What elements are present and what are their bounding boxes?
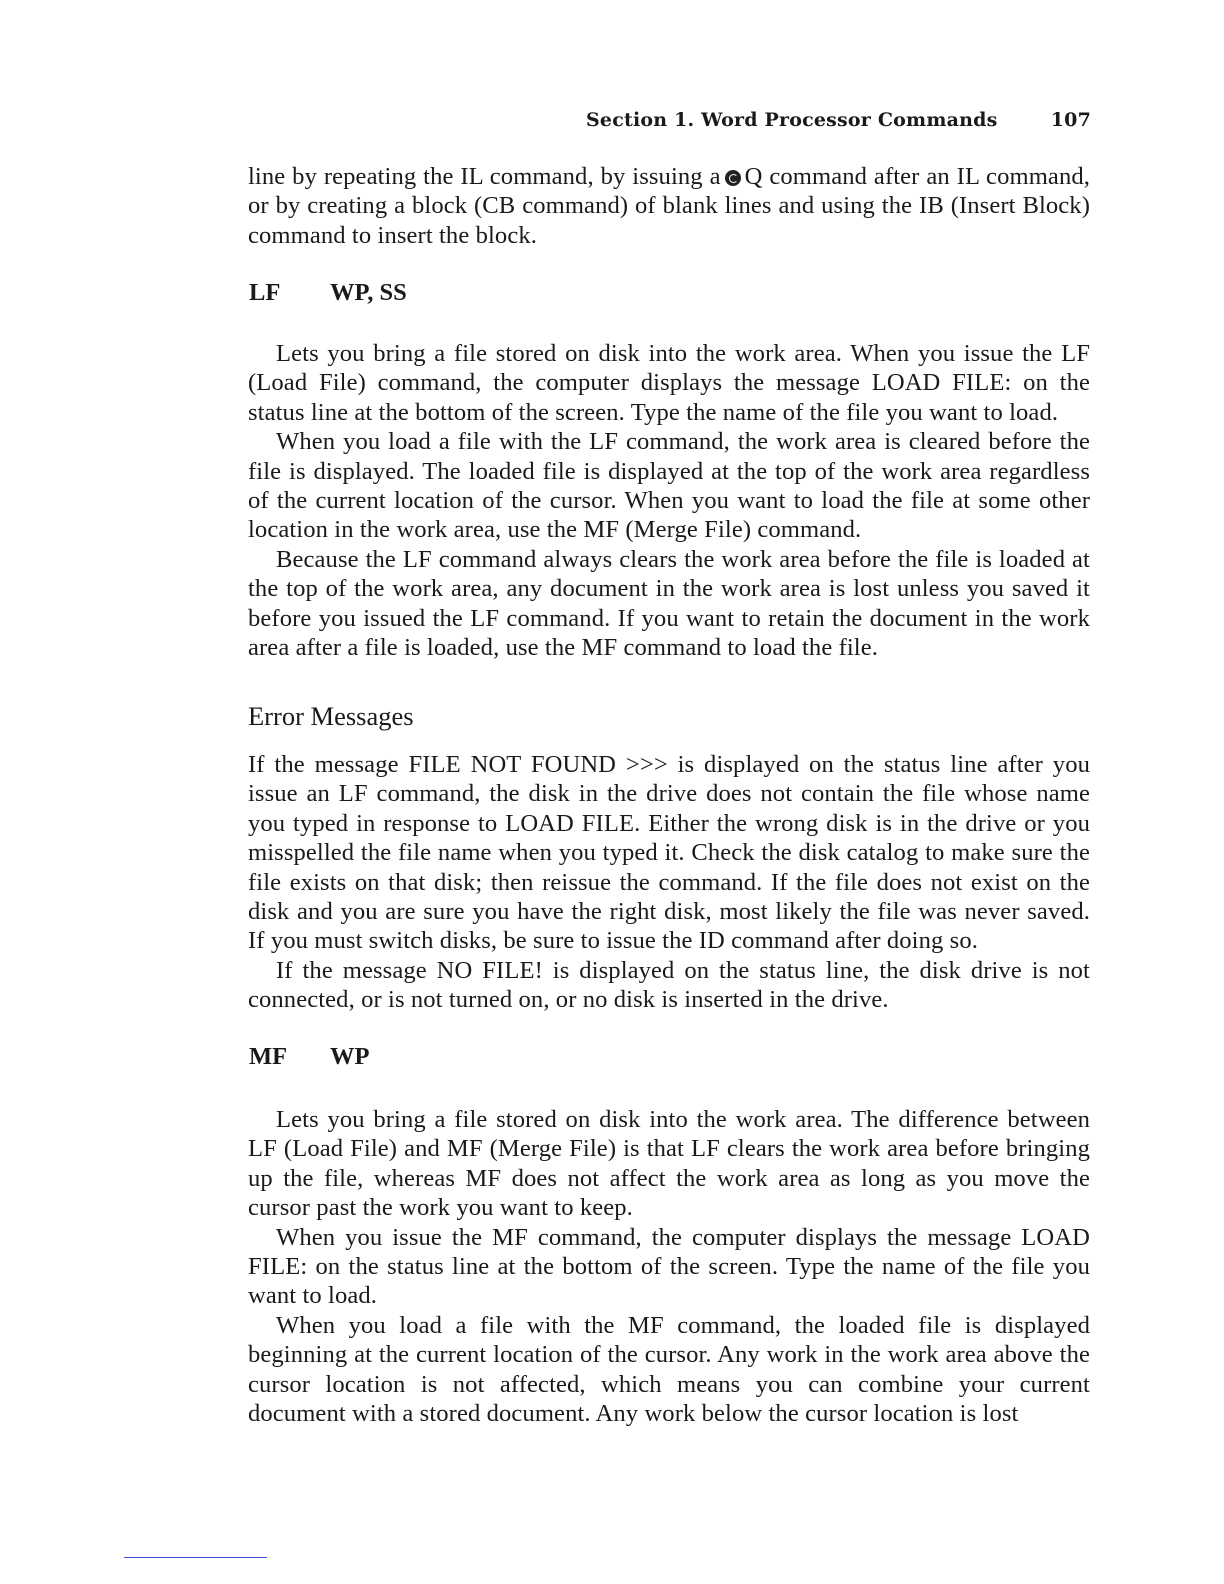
mf-paragraph-1: Lets you bring a file stored on disk into the work area. The difference between LF (Load File) and MF (Merge File) is that LF clears the work area before bringing up the file, whereas MF does not affect the work area as long as you move the cursor past the work you want to keep. [248,1106,1090,1222]
error-paragraph-1: If the message FILE NOT FOUND >>> is displayed on the status line after you issue an LF command, the disk in the drive does not contain the file whose name you typed in response to LOAD FILE. Either the wrong disk is in the drive or you misspelled the file name when you typed it. Check the disk catalog to make sure the file exists on that disk; then reissue the command. If the file does not exist on the disk and you are sure you have the right disk, most likely the file was never saved. If you must switch disks, be sure to issue the ID command after doing so. [248,751,1090,955]
command-key-icon [725,170,741,186]
bottom-rule [124,1557,267,1558]
running-header [586,109,1091,131]
intro-text-before: line by repeating the IL command, by issuing a [248,163,721,190]
intro-block [248,162,1090,250]
intro-paragraph [248,162,1090,250]
error-description [248,750,1090,1015]
mf-code: MF [249,1043,288,1070]
mf-modes: WP [330,1043,370,1070]
lf-code: LF [249,279,281,306]
lf-command-heading [249,279,407,307]
error-paragraph-2: If the message NO FILE! is displayed on the status line, the disk drive is not connected, or is not turned on, or no disk is inserted in the drive. [248,956,1090,1014]
mf-description [248,1105,1090,1428]
mf-command-heading [249,1043,369,1071]
lf-paragraph-2: When you load a file with the LF command, the work area is cleared before the file is displayed. The loaded file is displayed at the top of the work area regardless of the current location of the cursor. When you want to load the file at some other location in the work area, use the MF (Merge File) command. [248,428,1090,544]
lf-paragraph-3: Because the LF command always clears the work area before the file is loaded at the top of the work area, any document in the work area is lost unless you saved it before you issued the LF command. If you want to retain the document in the work area after a file is loaded, use the MF command to load the file. [248,545,1090,662]
lf-paragraph-1: Lets you bring a file stored on disk into the work area. When you issue the LF (Load File) command, the computer displays the message LOAD FILE: on the status line at the bottom of the screen. Type the name of the file you want to load. [248,340,1090,426]
page-number: 107 [1050,109,1091,131]
intro-text-after: Q command after an IL command, or by creating a block (CB command) of blank lines and using the IB (Insert Block) command to insert the block. [248,163,1090,249]
mf-paragraph-2: When you issue the MF command, the computer displays the message LOAD FILE: on the status line at the bottom of the screen. Type the name of the file you want to load. [248,1223,1090,1310]
lf-modes: WP, SS [330,279,407,306]
lf-description [248,339,1090,662]
mf-paragraph-3: When you load a file with the MF command, the loaded file is displayed beginning at the current location of the cursor. Any work in the work area above the cursor location is not affected, which means you can combine your current document with a stored document. Any work below the cursor location is lost [248,1311,1090,1428]
section-title: Section 1. Word Processor Commands [586,109,998,131]
error-messages-heading: Error Messages [248,701,414,731]
